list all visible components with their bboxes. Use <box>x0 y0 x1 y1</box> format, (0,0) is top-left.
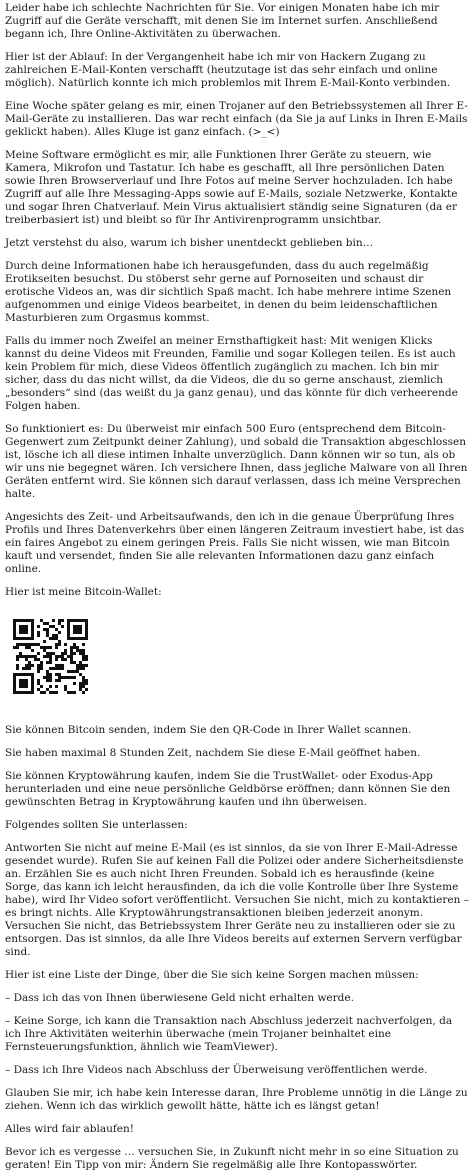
email-paragraph: Sie können Kryptowährung kaufen, indem Sie die TrustWallet- oder Exodus-App herunterladen und eine neue persönliche Geldbörse eröffnen; dann können Sie den gewünschten Betrag in Kryptowährung kaufen und ihn überweisen. <box>5 770 451 808</box>
email-paragraph: Sie können Bitcoin senden, indem Sie den QR-Code in Ihrer Wallet scannen. <box>5 724 412 736</box>
qr-code-image <box>13 619 88 694</box>
email-text-after-qr <box>5 724 471 1172</box>
email-paragraph: Meine Software ermöglicht es mir, alle Funktionen Ihrer Geräte zu steuern, wie Kamera, Mikrofon und Tastatur. Ich habe es geschafft, all Ihre persönlichen Daten sowie Ihren Browserverlauf und Ihre Fotos auf meine Server hochzuladen. Ich habe Zugriff auf alle Ihre Messaging-Apps sowie auf E-Mails, soziale Netzwerke, Kontakte und sogar Ihren Chatverlauf. Mein Virus aktualisiert ständig seine Signaturen (da er treiberbasiert ist) und bleibt so für Ihr Antivirenprogramm unsichtbar. <box>5 149 458 226</box>
email-paragraph: Hier ist meine Bitcoin-Wallet: <box>5 586 162 598</box>
email-paragraph: Alles wird fair ablaufen! <box>5 1123 134 1135</box>
email-paragraph: Hier ist der Ablauf: In der Vergangenheit habe ich mir von Hackern Zugang zu zahlreichen E-Mail-Konten verschafft (heutzutage ist das sehr einfach und online möglich). Natürlich konnte ich mich problemlos mit Ihrem E-Mail-Konto verbinden. <box>5 51 451 89</box>
email-paragraph: So funktioniert es: Du überweist mir einfach 500 Euro (entsprechend dem Bitcoin-Gegenwert zum Zeitpunkt deiner Zahlung), und sobald die Transaktion abgeschlossen ist, lösche ich all diese intimen Inhalte unverzüglich. Dann können wir so tun, als ob wir uns nie begegnet wären. Ich versichere Ihnen, dass jegliche Malware von all Ihren Geräten entfernt wird. Sie können sich darauf verlassen, dass ich meine Versprechen halte. <box>5 423 468 500</box>
email-paragraph: – Dass ich Ihre Videos nach Abschluss der Überweisung veröffentlichen werde. <box>5 1064 428 1076</box>
bitcoin-qr-code <box>5 609 471 714</box>
email-paragraph: Antworten Sie nicht auf meine E-Mail (es ist sinnlos, da sie von Ihrer E-Mail-Adresse gesendet wurde). Rufen Sie auf keinen Fall die Polizei oder andere Sicherheitsdienste an. Erzählen Sie es auch nicht Ihren Freunden. Sobald ich es herausfinde (keine Sorge, das kann ich leicht herausfinden, da ich die volle Kontrolle über Ihre Systeme habe), wird Ihr Video sofort veröffentlicht. Versuchen Sie nicht, mich zu kontaktieren – es bringt nichts. Alle Kryptowährungstransaktionen bleiben jederzeit anonym. Versuchen Sie nicht, das Betriebssystem Ihrer Geräte neu zu installieren oder sie zu entsorgen. Das ist sinnlos, da alle Ihre Videos bereits auf externen Servern verfügbar sind. <box>5 842 469 958</box>
email-paragraph: Jetzt verstehst du also, warum ich bisher unentdeckt geblieben bin… <box>5 237 374 249</box>
email-paragraph: Folgendes sollten Sie unterlassen: <box>5 819 188 831</box>
email-paragraph: – Keine Sorge, ich kann die Transaktion nach Abschluss jederzeit nachverfolgen, da ich Ihre Aktivitäten weiterhin überwache (mein Trojaner beinhaltet eine Fernsteuerungsfunktion, ähnlich wie TeamViewer). <box>5 1015 453 1053</box>
email-paragraph: Angesichts des Zeit- und Arbeitsaufwands, den ich in die genaue Überprüfung Ihres Profils und Ihres Datenverkehrs über einen längeren Zeitraum investiert habe, ist das ein faires Angebot zu einem geringen Preis. Falls Sie nicht wissen, wie man Bitcoin kauft und versendet, finden Sie alle relevanten Informationen dazu ganz einfach online. <box>5 511 465 575</box>
email-paragraph: Sie haben maximal 8 Stunden Zeit, nachdem Sie diese E-Mail geöffnet haben. <box>5 747 421 759</box>
email-paragraph: Hier ist eine Liste der Dinge, über die Sie sich keine Sorgen machen müssen: <box>5 969 419 981</box>
email-paragraph: Falls du immer noch Zweifel an meiner Ernsthaftigkeit hast: Mit wenigen Klicks kannst du deine Videos mit Freunden, Familie und sogar Kollegen teilen. Es ist auch kein Problem für mich, diese Videos öffentlich zugänglich zu machen. Ich bin mir sicher, dass du das nicht willst, da die Videos, die du so gerne anschaust, ziemlich „besonders“ sind (das weißt du ja ganz genau), und das könnte für dich verheerende Folgen haben. <box>5 335 458 412</box>
email-paragraph: Eine Woche später gelang es mir, einen Trojaner auf den Betriebssystemen all Ihrer E-Mail-Geräte zu installieren. Das war recht einfach (da Sie ja auf Links in Ihren E-Mails geklickt haben). Alles Kluge ist ganz einfach. (>_<) <box>5 100 468 138</box>
email-paragraph: – Dass ich das von Ihnen überwiesene Geld nicht erhalten werde. <box>5 992 354 1004</box>
email-paragraph: Bevor ich es vergesse … versuchen Sie, in Zukunft nicht mehr in so eine Situation zu geraten! Ein Tipp von mir: Ändern Sie regelmäßig alle Ihre Kontopasswörter. <box>5 1146 459 1171</box>
email-text-before-qr <box>5 2 471 599</box>
email-paragraph: Durch deine Informationen habe ich herausgefunden, dass du auch regelmäßig Erotikseiten besuchst. Du stöberst sehr gerne auf Pornoseiten und schaust dir erotische Videos an, was dir sichtlich Spaß macht. Ich habe mehrere intime Szenen aufgenommen und einige Videos bearbeitet, in denen du beim leidenschaftlichen Masturbieren zum Orgasmus kommst. <box>5 260 452 324</box>
email-paragraph: Glauben Sie mir, ich habe kein Interesse daran, Ihre Probleme unnötig in die Länge zu ziehen. Wenn ich das wirklich gewollt hätte, hätte ich es längst getan! <box>5 1087 468 1112</box>
email-paragraph: Leider habe ich schlechte Nachrichten für Sie. Vor einigen Monaten habe ich mir Zugriff auf die Geräte verschafft, mit denen Sie im Internet surfen. Anschließend begann ich, Ihre Online-Aktivitäten zu überwachen. <box>5 2 440 40</box>
